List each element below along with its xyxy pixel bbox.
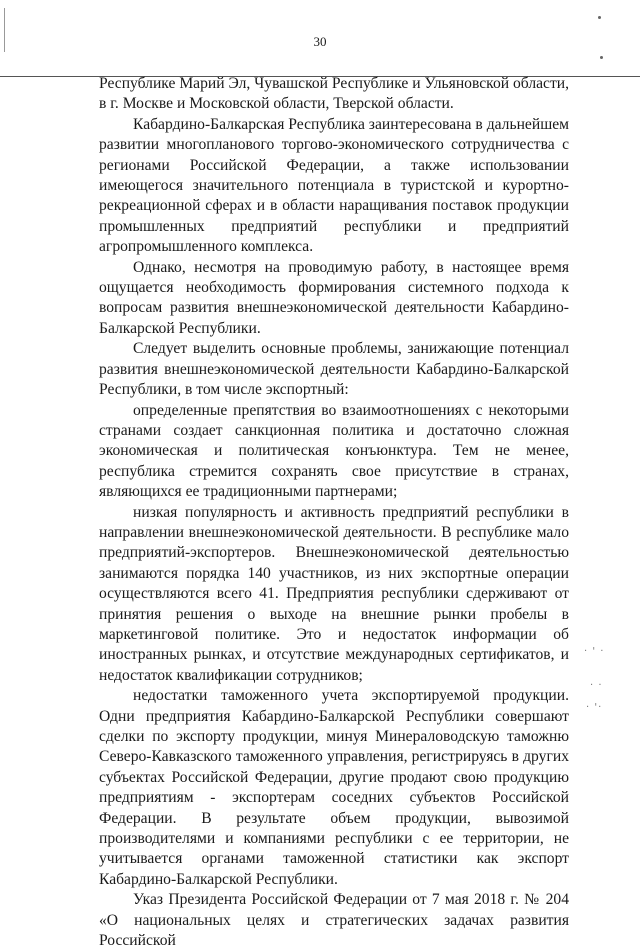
scan-noise-mark: · '· [586, 702, 603, 713]
scan-noise-mark: · ' · [584, 646, 605, 657]
paragraph: недостатки таможенного учета экспортируемой продукции. Одни предприятия Кабардино-Балкарской Республики совершают сделки по экспорту продукции, минуя Минераловодскую таможню Северо-Кавказского таможенного управления, регистрируясь в других субъектах Российской Федерации, другие продают свою продукцию предприятиям - экспортерам соседних субъектов Российской Федерации. В результате объем продукции, вывозимой производителями и компаниями республики с ее территории, не учитывается органами таможенной статистики как экспорт Кабардино-Балкарской Республики. [99, 687, 569, 888]
paragraph: Следует выделить основные проблемы, занижающие потенциал развития внешнеэкономической деятельности Кабардино-Балкарской Республики, в том числе экспортный: [99, 340, 569, 399]
paragraph: Указ Президента Российской Федерации от 7 мая 2018 г. № 204 «О национальных целях и стратегических задачах развития Российской [99, 891, 569, 950]
scan-dot [600, 56, 603, 59]
paragraph: определенные препятствия во взаимоотношениях с некоторыми странами создает санкционная политика и достаточно сложная экономическая и политическая конъюнктура. Тем не менее, республика стремится сохранять свое присутствие в странах, являющихся ее традиционными партнерами; [99, 401, 569, 501]
scan-dot [598, 16, 601, 19]
document-body [99, 74, 569, 951]
page-number: 30 [313, 34, 327, 49]
paragraph: низкая популярность и активность предприятий республики в направлении внешнеэкономической деятельности. В республике мало предприятий-экспортеров. Внешнеэкономической деятельностью занимаются порядка 140 участников, из них экспортные операции осуществляются всего 41. Предприятия республики сдерживают от принятия решения о выходе на внешние рынки пробелы в маркетинговой политике. Это и недостаток информации об иностранных рынках, и отсутствие международных сертификатов, и недостаток квалификации сотрудников; [99, 503, 569, 684]
paragraph: Кабардино-Балкарская Республика заинтересована в дальнейшем развитии многопланового торгово-экономического сотрудничества с регионами Российской Федерации, а также использовании имеющегося значительного потенциала в туристской и курортно-рекреационной сферах и в области наращивания поставок продукции промышленных предприятий республики и предприятий агропромышленного комплекса. [99, 115, 569, 256]
paragraph: Республике Марий Эл, Чувашской Республике и Ульяновской области, в г. Москве и Московской области, Тверской области. [99, 75, 570, 113]
scan-noise-mark: · · [590, 680, 603, 691]
paragraph: Однако, несмотря на проводимую работу, в настоящее время ощущается необходимость формирования системного подхода к вопросам развития внешнеэкономической деятельности Кабардино-Балкарской Республики. [99, 258, 569, 337]
